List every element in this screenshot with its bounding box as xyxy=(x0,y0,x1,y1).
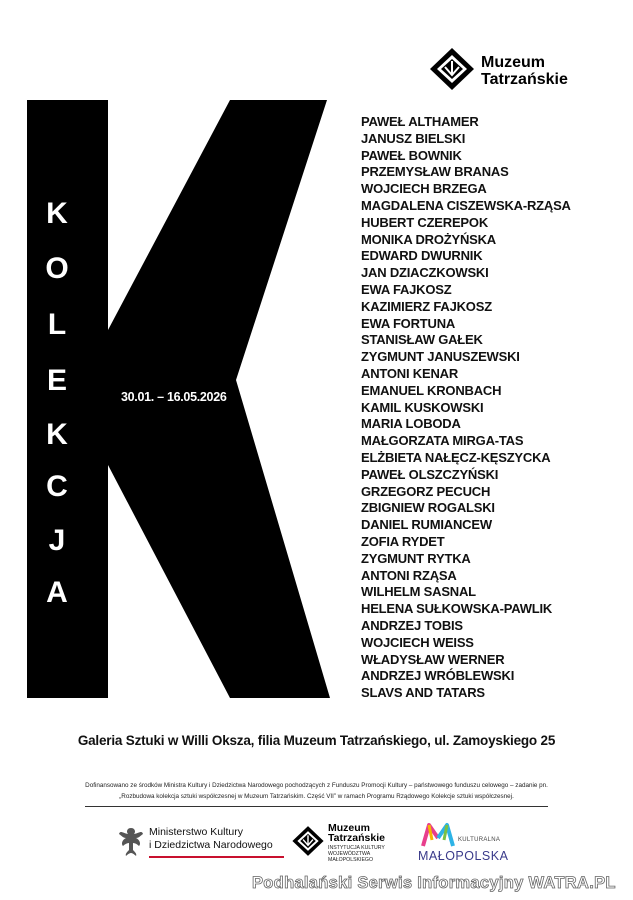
malopolska-region-text: MAŁOPOLSKA xyxy=(418,849,509,863)
artist-name: MONIKA DROŻYŃSKA xyxy=(361,231,496,247)
title-letter: L xyxy=(47,308,67,341)
mt-sub-line: MAŁOPOLSKIEGO xyxy=(328,857,373,863)
artist-name: ANDRZEJ TOBIS xyxy=(361,617,463,633)
artist-name: WŁADYSŁAW WERNER xyxy=(361,651,505,667)
artist-name: PAWEŁ BOWNIK xyxy=(361,147,462,163)
mt-footer-name: Muzeum xyxy=(328,822,370,834)
venue-address: Galeria Sztuki w Willi Oksza, filia Muzeum Tatrzańskiego, ul. Zamoyskiego 25 xyxy=(77,733,556,748)
artist-name: EWA FAJKOSZ xyxy=(361,281,452,297)
ministry-red-line xyxy=(149,856,284,858)
eagle-icon xyxy=(117,824,145,860)
mt-footer-name: Tatrzańskie xyxy=(328,832,385,844)
museum-emblem-icon xyxy=(291,824,325,858)
title-letter: O xyxy=(45,252,69,285)
artist-name: GRZEGORZ PECUCH xyxy=(361,483,491,499)
artist-name: ANTONI KENAR xyxy=(361,365,459,381)
museum-logo xyxy=(428,46,578,96)
funding-note xyxy=(60,780,573,802)
divider xyxy=(85,806,548,807)
artist-name: ANDRZEJ WRÓBLEWSKI xyxy=(361,668,515,684)
artist-name: PRZEMYSŁAW BRANAS xyxy=(361,164,509,180)
mt-footer-subtitle xyxy=(328,845,398,863)
artist-name: EDWARD DWURNIK xyxy=(361,248,483,264)
artist-name: ZYGMUNT JANUSZEWSKI xyxy=(361,349,520,365)
artist-name: JAN DZIACZKOWSKI xyxy=(361,265,489,281)
ministry-name-line: i Dziedzictwa Narodowego xyxy=(149,839,273,851)
museum-emblem-icon xyxy=(428,46,476,92)
title-letter: K xyxy=(46,197,68,230)
artist-name: PAWEŁ OLSZCZYŃSKI xyxy=(361,466,499,482)
artist-name: STANISŁAW GAŁEK xyxy=(361,332,483,348)
artist-name: ZYGMUNT RYTKA xyxy=(361,550,471,566)
artist-name: PAWEŁ ALTHAMER xyxy=(361,114,479,129)
ministry-name-line: Ministerstwo Kultury xyxy=(149,826,243,838)
artist-name: WILHELM SASNAL xyxy=(361,584,476,600)
malopolska-m-icon xyxy=(420,822,456,848)
logo-text-tatrzanskie: Tatrzańskie xyxy=(481,71,568,88)
artist-name: WOJCIECH WEISS xyxy=(361,634,474,650)
logo-text-museum: Muzeum xyxy=(481,54,545,71)
artist-name: DANIEL RUMIANCEW xyxy=(361,517,492,533)
artist-name: JANUSZ BIELSKI xyxy=(361,130,466,146)
artist-name: HELENA SUŁKOWSKA-PAWLIK xyxy=(361,601,553,617)
mt-sub-line: WOJEWÓDZTWA xyxy=(328,851,371,857)
title-letter: K xyxy=(46,418,68,451)
artist-name: EWA FORTUNA xyxy=(361,315,456,331)
artist-name: MAŁGORZATA MIRGA-TAS xyxy=(361,433,524,449)
funding-line: „Rozbudowa kolekcja sztuki współczesnej w Muzeum Tatrzańskim. Część VII” w ramach Programu Rządowego Kolekcje sztuki współczesnej. xyxy=(119,793,514,800)
artist-name: KAZIMIERZ FAJKOSZ xyxy=(361,298,492,314)
title-letter: A xyxy=(46,576,68,609)
mt-sub-line: INSTYTUCJA KULTURY xyxy=(328,845,385,851)
museum-footer-logo xyxy=(291,820,401,868)
title-letter: J xyxy=(48,524,66,557)
artist-name: KAMIL KUSKOWSKI xyxy=(361,399,484,415)
ministry-logo xyxy=(117,824,287,864)
title-letter: E xyxy=(46,364,67,397)
malopolska-logo xyxy=(418,822,528,866)
artist-name: SLAVS AND TATARS xyxy=(361,685,485,701)
funding-line: Dofinansowano ze środków Ministra Kultury i Dziedzictwa Narodowego pochodzących z Funduszu Promocji Kultury – państwowego funduszu celowego – zadanie pn. xyxy=(85,782,548,789)
watermark-text: Podhalański Serwis Informacyjny WATRA.PL xyxy=(252,874,616,892)
artist-name: MARIA LOBODA xyxy=(361,416,461,432)
artist-name: ELŻBIETA NAŁĘCZ-KĘSZYCKA xyxy=(361,449,551,465)
artist-name: ANTONI RZĄSA xyxy=(361,567,457,583)
artist-name: HUBERT CZEREPOK xyxy=(361,214,489,230)
exhibition-dates: 30.01. – 16.05.2026 xyxy=(121,390,227,404)
artist-name: ZBIGNIEW ROGALSKI xyxy=(361,500,495,516)
malopolska-kulturalna-text: KULTURALNA xyxy=(458,837,501,843)
artist-name: ZOFIA RYDET xyxy=(361,533,445,549)
artist-name: EMANUEL KRONBACH xyxy=(361,382,502,398)
title-letter: C xyxy=(46,470,68,503)
artist-name: WOJCIECH BRZEGA xyxy=(361,181,487,197)
artist-name: MAGDALENA CISZEWSKA-RZĄSA xyxy=(361,197,571,213)
artist-list xyxy=(361,114,571,702)
